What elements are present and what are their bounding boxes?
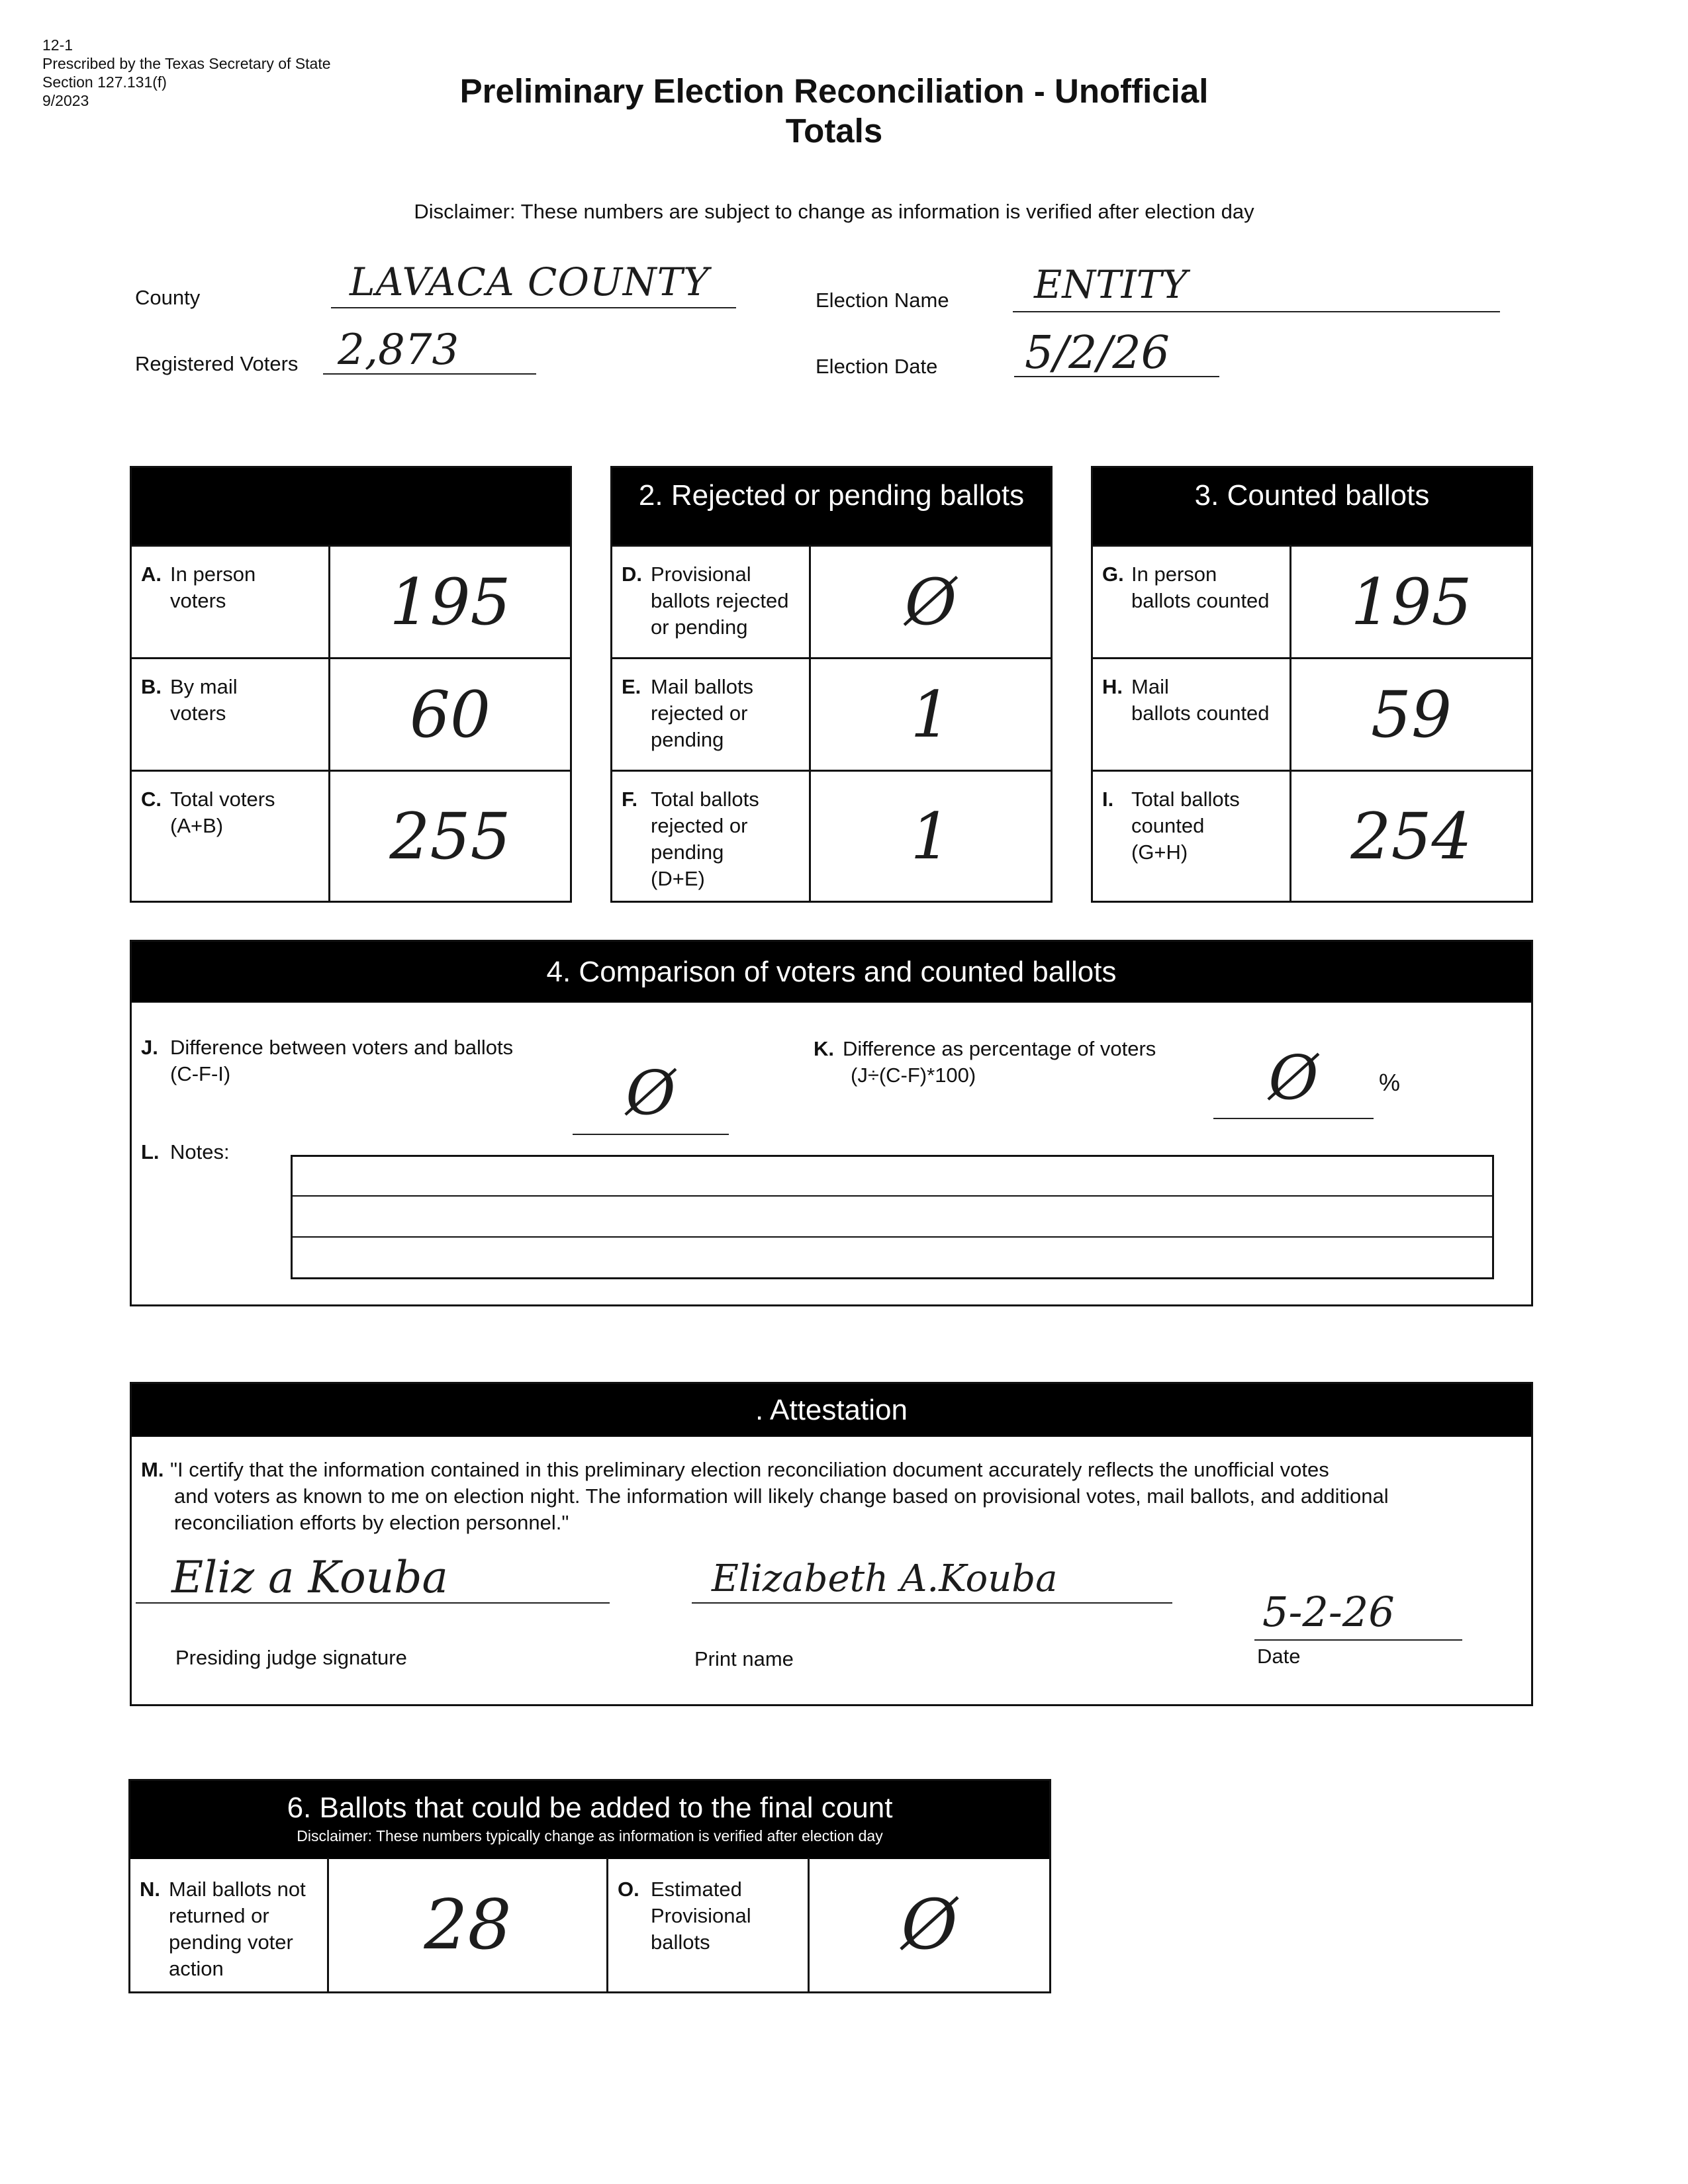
section-2-header: 2. Rejected or pending ballots: [612, 468, 1051, 546]
section-4-comparison: [130, 940, 1533, 1306]
date-field[interactable]: [1254, 1588, 1462, 1641]
in-person-counted-value[interactable]: 195: [1350, 565, 1472, 639]
disclaimer: Disclaimer: These numbers are subject to change as information is verified after election day: [414, 200, 1254, 223]
section-1-header: [132, 468, 570, 546]
prescribed-by: Prescribed by the Texas Secretary of State: [42, 55, 331, 72]
k-percentage-field[interactable]: [1213, 1038, 1374, 1119]
signature-label: Presiding judge signature: [175, 1646, 407, 1669]
row-e-mail-rejected: E. Mail ballots rejected or pending 1: [612, 657, 1051, 770]
county-value: LAVACA COUNTY: [350, 259, 710, 304]
section-3-counted: [1091, 466, 1533, 903]
section-4-header: 4. Comparison of voters and counted ballots: [132, 942, 1531, 1003]
j-difference-label: J. Difference between voters and ballots (C-F-I): [141, 1036, 514, 1085]
election-date-value: 5/2/26: [1025, 327, 1170, 379]
date-value: 5-2-26: [1262, 1588, 1395, 1636]
date-label: Date: [1257, 1645, 1301, 1668]
row-d-provisional-rejected: D. Provisional ballots rejected or pending Ø: [612, 545, 1051, 657]
notes-field[interactable]: [291, 1155, 1494, 1279]
section-1-voters: [130, 466, 572, 903]
section-6-row: [130, 1858, 1049, 1991]
print-name-label: Print name: [694, 1647, 794, 1670]
total-rejected-value[interactable]: 1: [910, 799, 951, 874]
section-5-header: . Attestation: [132, 1384, 1531, 1437]
print-name-field[interactable]: [692, 1552, 1172, 1604]
section-2-rejected: [610, 466, 1053, 903]
registered-voters-label: Registered Voters: [135, 352, 299, 375]
row-h-mail-counted: H. Mail ballots counted 59: [1093, 657, 1531, 770]
registered-voters-field[interactable]: [323, 326, 536, 375]
row-c-total-voters: C. Total voters (A+B) 255: [132, 770, 570, 901]
form-number: 12-1: [42, 36, 73, 54]
election-date-label: Election Date: [816, 355, 938, 378]
registered-voters-value: 2,873: [338, 326, 459, 375]
j-difference-value: Ø: [626, 1058, 676, 1128]
section-6-subtitle: Disclaimer: These numbers typically change as information is verified after election day: [297, 1827, 883, 1844]
form-revision: 9/2023: [42, 92, 89, 109]
certification-statement: M. "I certify that the information contained in this preliminary election reconciliation document accurately reflects the unofficial votes and voters as known to me on election night. The information will likely change based on provisional votes, mail ballots, and additional reconciliation efforts by election personnel.": [141, 1458, 1389, 1534]
section-6-title: 6. Ballots that could be added to the final count: [287, 1792, 893, 1824]
row-b-mail-voters: B. By mail voters 60: [132, 657, 570, 770]
election-name-value: ENTITY: [1034, 262, 1188, 307]
signature-field[interactable]: [136, 1552, 610, 1604]
j-difference-field[interactable]: [573, 1053, 729, 1135]
election-name-label: Election Name: [816, 289, 949, 312]
row-g-in-person-counted: G. In person ballots counted 195: [1093, 545, 1531, 657]
notes-label: L. Notes:: [141, 1140, 230, 1163]
election-name-field[interactable]: [1013, 262, 1500, 312]
n-label-cell: N. Mail ballots not returned or pending voter action: [130, 1858, 329, 1991]
section-6-added-ballots: [128, 1779, 1051, 1993]
section-6-header: [130, 1781, 1049, 1859]
county-field[interactable]: [331, 259, 736, 308]
title-line-1: Preliminary Election Reconciliation - Unofficial: [459, 72, 1209, 110]
total-counted-value[interactable]: 254: [1350, 799, 1472, 874]
print-name-value: Elizabeth A.Kouba: [712, 1557, 1058, 1600]
signature-value: Eliz a Kouba: [171, 1552, 448, 1603]
percent-sign: %: [1379, 1069, 1401, 1096]
provisional-rejected-value[interactable]: Ø: [904, 565, 957, 639]
mail-ballots-not-returned-value[interactable]: 28: [329, 1858, 608, 1991]
section-3-header: 3. Counted ballots: [1093, 468, 1531, 546]
form-meta: [42, 36, 331, 110]
k-percentage-value: Ø: [1268, 1042, 1319, 1113]
total-voters-value[interactable]: 255: [389, 799, 511, 874]
k-percentage-label: K. Difference as percentage of voters (J÷(C-F)*100): [814, 1037, 1156, 1087]
election-date-field[interactable]: [1014, 327, 1219, 379]
county-label: County: [135, 286, 201, 309]
o-label-cell: O. Estimated Provisional ballots: [608, 1858, 810, 1991]
row-a-in-person-voters: A. In person voters 195: [132, 545, 570, 657]
row-i-total-counted: I. Total ballots counted (G+H) 254: [1093, 770, 1531, 901]
section-5-attestation: [130, 1382, 1533, 1706]
estimated-provisional-value[interactable]: Ø: [901, 1884, 958, 1965]
mail-rejected-value[interactable]: 1: [910, 677, 951, 752]
page-title: [371, 71, 1297, 151]
title-line-2: Totals: [785, 112, 883, 150]
mail-voters-value[interactable]: 60: [409, 677, 491, 752]
mail-counted-value[interactable]: 59: [1370, 677, 1452, 752]
row-f-total-rejected: F. Total ballots rejected or pending (D+E) 1: [612, 770, 1051, 901]
in-person-voters-value[interactable]: 195: [389, 565, 511, 639]
statute-section: Section 127.131(f): [42, 73, 167, 91]
